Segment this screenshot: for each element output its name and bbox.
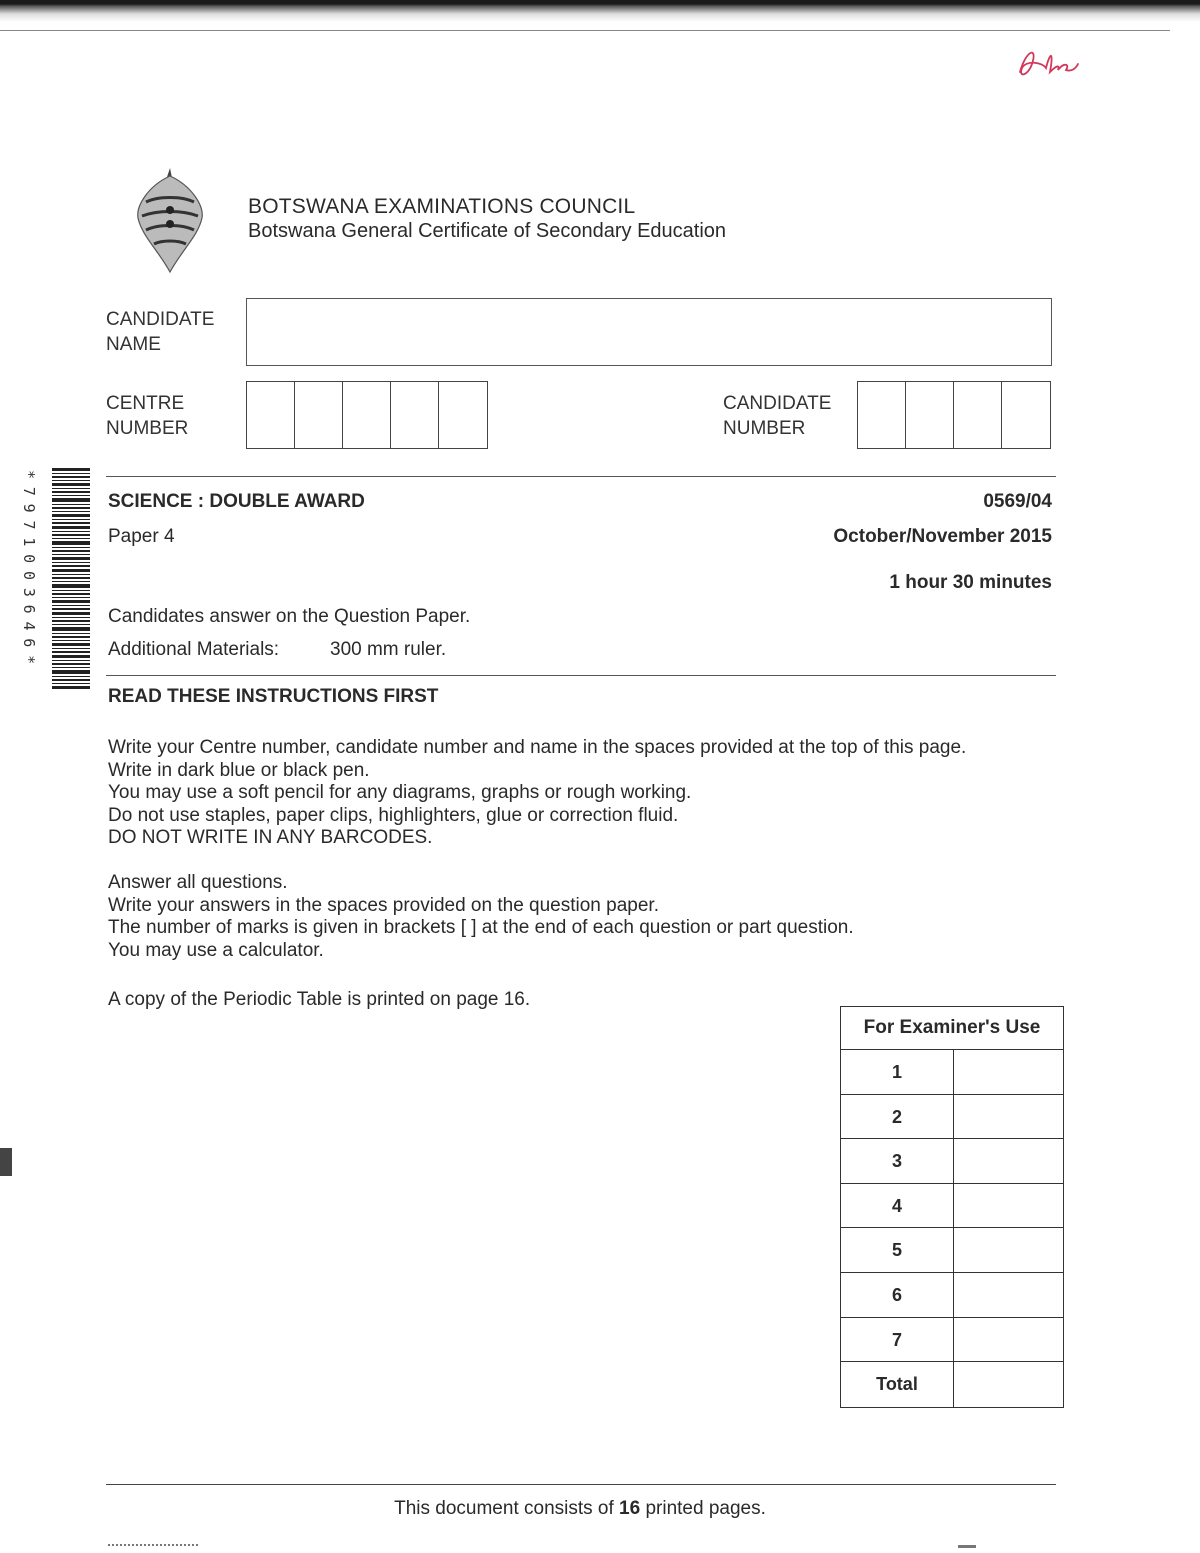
cropped-footer-mark	[958, 1545, 976, 1548]
instructions-block-2	[108, 872, 854, 962]
handwritten-note	[1012, 42, 1082, 82]
divider	[106, 675, 1056, 676]
table-row	[841, 1095, 1063, 1140]
instruction-line: Write your Centre number, candidate number and name in the spaces provided at the top of this page.	[108, 737, 967, 758]
table-row	[841, 1050, 1063, 1095]
centre-digit-box[interactable]	[343, 382, 391, 448]
scan-page-edge	[0, 30, 1170, 31]
label-line: CANDIDATE	[723, 393, 832, 414]
barcode-number	[20, 470, 44, 692]
instruction-line: Answer all questions.	[108, 872, 288, 893]
council-name: BOTSWANA EXAMINATIONS COUNCIL	[248, 195, 636, 218]
instruction-line: Do not use staples, paper clips, highlighters, glue or correction fluid.	[108, 804, 679, 826]
instruction-line: You may use a soft pencil for any diagrams, graphs or rough working.	[108, 782, 692, 804]
centre-digit-box[interactable]	[391, 382, 439, 448]
examiner-use-table	[840, 1006, 1064, 1408]
barcode	[52, 468, 90, 690]
label-line: NUMBER	[106, 418, 189, 439]
bec-logo-icon	[132, 166, 208, 274]
instructions-block-1	[108, 737, 966, 850]
mark-cell[interactable]	[954, 1228, 1063, 1272]
mark-cell[interactable]	[954, 1273, 1063, 1317]
label-line: NUMBER	[723, 418, 806, 439]
question-number: 5	[841, 1228, 954, 1272]
total-cell[interactable]	[954, 1362, 1063, 1407]
question-number: 1	[841, 1050, 954, 1094]
table-row	[841, 1139, 1063, 1184]
exam-duration: 1 hour 30 minutes	[889, 572, 1052, 593]
question-number: 3	[841, 1139, 954, 1183]
certificate-name: Botswana General Certificate of Secondary Education	[248, 220, 727, 242]
instruction-line: Write your answers in the spaces provided on the question paper.	[108, 894, 659, 916]
candidate-number-label	[723, 391, 831, 441]
scan-top-edge	[0, 0, 1200, 22]
candidate-number-field[interactable]	[857, 381, 1051, 449]
examiner-table-heading: For Examiner's Use	[841, 1007, 1063, 1050]
paper-number: Paper 4	[108, 526, 175, 547]
scan-edge-mark	[0, 1148, 12, 1176]
footer-divider	[106, 1484, 1056, 1485]
mark-cell[interactable]	[954, 1139, 1063, 1183]
footer-text-after: printed pages.	[640, 1498, 766, 1519]
subject-title: SCIENCE : DOUBLE AWARD	[108, 491, 365, 512]
candidate-digit-box[interactable]	[954, 382, 1002, 448]
mark-cell[interactable]	[954, 1095, 1063, 1139]
barcode-icon	[52, 468, 90, 690]
instruction-line: Write in dark blue or black pen.	[108, 759, 370, 781]
total-label: Total	[841, 1362, 954, 1407]
candidate-digit-box[interactable]	[906, 382, 954, 448]
instruction-line: You may use a calculator.	[108, 939, 324, 961]
page-count-note	[0, 1498, 1160, 1520]
divider	[106, 476, 1056, 477]
barcode-number-text: *7971003646*	[20, 470, 38, 672]
periodic-table-note: A copy of the Periodic Table is printed on page 16.	[108, 989, 531, 1010]
mark-cell[interactable]	[954, 1184, 1063, 1228]
candidate-digit-box[interactable]	[858, 382, 906, 448]
mark-cell[interactable]	[954, 1050, 1063, 1094]
instruction-line: DO NOT WRITE IN ANY BARCODES.	[108, 827, 433, 849]
footer-text-before: This document consists of	[394, 1498, 620, 1519]
question-number: 7	[841, 1318, 954, 1362]
table-row	[841, 1228, 1063, 1273]
label-line: NAME	[106, 334, 161, 355]
label-line: CANDIDATE	[106, 309, 215, 330]
question-number: 6	[841, 1273, 954, 1317]
answer-on-note: Candidates answer on the Question Paper.	[108, 606, 471, 627]
page-count: 16	[619, 1498, 641, 1519]
paper-code: 0569/04	[983, 491, 1052, 512]
label-line: CENTRE	[106, 393, 185, 414]
materials-value: 300 mm ruler.	[330, 639, 447, 660]
materials-label: Additional Materials:	[108, 639, 280, 660]
table-row	[841, 1273, 1063, 1318]
table-row	[841, 1362, 1063, 1407]
candidate-name-field[interactable]	[246, 298, 1052, 366]
question-number: 2	[841, 1095, 954, 1139]
candidate-digit-box[interactable]	[1002, 382, 1050, 448]
exam-session: October/November 2015	[833, 526, 1052, 547]
question-number: 4	[841, 1184, 954, 1228]
instructions-heading: READ THESE INSTRUCTIONS FIRST	[108, 686, 439, 707]
centre-digit-box[interactable]	[295, 382, 343, 448]
table-row	[841, 1318, 1063, 1363]
centre-digit-box[interactable]	[439, 382, 487, 448]
table-row	[841, 1184, 1063, 1229]
candidate-name-label	[106, 307, 214, 357]
centre-digit-box[interactable]	[247, 382, 295, 448]
mark-cell[interactable]	[954, 1318, 1063, 1362]
instruction-line: The number of marks is given in brackets [ ] at the end of each question or part question.	[108, 917, 854, 939]
centre-number-field[interactable]	[246, 381, 488, 449]
handwritten-signature-icon	[1012, 42, 1082, 82]
cropped-footer-mark	[108, 1544, 198, 1550]
bec-logo	[132, 166, 208, 274]
centre-number-label	[106, 391, 188, 441]
